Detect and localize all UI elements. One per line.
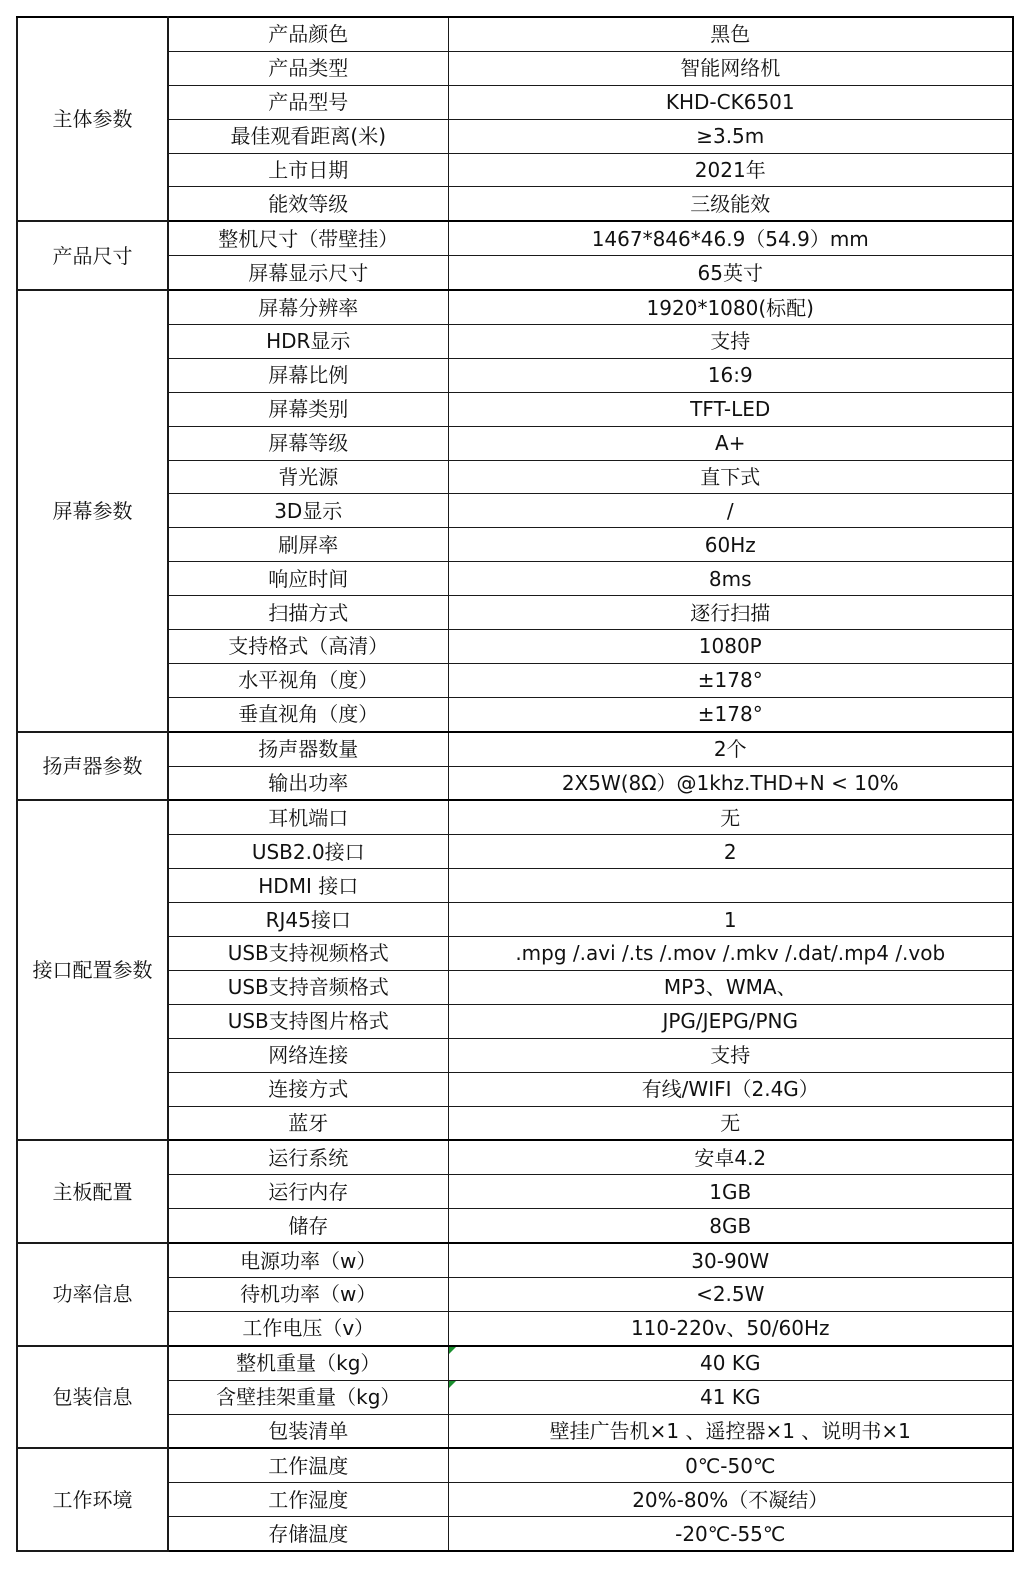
- table-row: [17, 732, 1013, 766]
- table-row: [17, 1243, 1013, 1277]
- value-cell: KHD-CK6501: [448, 85, 1013, 119]
- table-row: [17, 1448, 1013, 1482]
- param-cell: 储存: [168, 1209, 448, 1243]
- value-cell: 安卓4.2: [448, 1140, 1013, 1174]
- category-cell: 主体参数: [17, 17, 168, 221]
- category-cell: 工作环境: [17, 1448, 168, 1551]
- category-cell: 扬声器参数: [17, 732, 168, 801]
- param-cell: 蓝牙: [168, 1106, 448, 1140]
- param-cell: USB支持图片格式: [168, 1004, 448, 1038]
- value-cell: 支持: [448, 1038, 1013, 1072]
- param-cell: 屏幕分辨率: [168, 290, 448, 324]
- value-cell: <2.5W: [448, 1277, 1013, 1311]
- param-cell: USB支持音频格式: [168, 970, 448, 1004]
- param-cell: USB支持视频格式: [168, 937, 448, 971]
- param-cell: RJ45接口: [168, 903, 448, 937]
- category-cell: 主板配置: [17, 1140, 168, 1243]
- value-cell: 65英寸: [448, 256, 1013, 290]
- param-cell: 耳机端口: [168, 800, 448, 834]
- value-cell: 30-90W: [448, 1243, 1013, 1277]
- value-cell: 有线/WIFI（2.4G）: [448, 1072, 1013, 1106]
- category-cell: 产品尺寸: [17, 221, 168, 290]
- param-cell: 运行系统: [168, 1140, 448, 1174]
- value-cell: 黑色: [448, 17, 1013, 51]
- param-cell: 垂直视角（度）: [168, 697, 448, 731]
- value-cell: 2X5W(8Ω）@1khz.THD+N < 10%: [448, 766, 1013, 800]
- table-row: [17, 800, 1013, 834]
- param-cell: 工作温度: [168, 1448, 448, 1482]
- param-cell: 刷屏率: [168, 528, 448, 562]
- value-cell: ≥3.5m: [448, 119, 1013, 153]
- value-cell: .mpg /.avi /.ts /.mov /.mkv /.dat/.mp4 /.vob: [448, 937, 1013, 971]
- param-cell: 水平视角（度）: [168, 663, 448, 697]
- param-cell: 整机重量（kg）: [168, 1346, 448, 1380]
- param-cell: 能效等级: [168, 187, 448, 221]
- value-cell: 110-220v、50/60Hz: [448, 1311, 1013, 1345]
- value-cell: /: [448, 494, 1013, 528]
- param-cell: 屏幕类别: [168, 392, 448, 426]
- param-cell: 工作湿度: [168, 1483, 448, 1517]
- param-cell: 扫描方式: [168, 596, 448, 630]
- param-cell: 整机尺寸（带壁挂）: [168, 221, 448, 255]
- value-cell: [448, 869, 1013, 903]
- value-cell: 逐行扫描: [448, 596, 1013, 630]
- value-cell: ±178°: [448, 663, 1013, 697]
- value-cell: 2: [448, 835, 1013, 869]
- value-cell: ±178°: [448, 697, 1013, 731]
- param-cell: 屏幕比例: [168, 358, 448, 392]
- param-cell: 网络连接: [168, 1038, 448, 1072]
- value-cell: 60Hz: [448, 528, 1013, 562]
- param-cell: 包装清单: [168, 1414, 448, 1448]
- param-cell: 含壁挂架重量（kg）: [168, 1380, 448, 1414]
- param-cell: USB2.0接口: [168, 835, 448, 869]
- value-cell: 8GB: [448, 1209, 1013, 1243]
- param-cell: 待机功率（w）: [168, 1277, 448, 1311]
- value-cell: 1920*1080(标配): [448, 290, 1013, 324]
- value-cell: 智能网络机: [448, 51, 1013, 85]
- param-cell: HDMI 接口: [168, 869, 448, 903]
- value-cell: 1GB: [448, 1175, 1013, 1209]
- param-cell: 连接方式: [168, 1072, 448, 1106]
- spec-table-body: [17, 17, 1013, 1551]
- value-cell: 2个: [448, 732, 1013, 766]
- value-cell: 40 KG: [448, 1346, 1013, 1380]
- param-cell: 屏幕显示尺寸: [168, 256, 448, 290]
- value-cell: 16:9: [448, 358, 1013, 392]
- table-row: [17, 17, 1013, 51]
- value-cell: 1080P: [448, 630, 1013, 664]
- value-cell: 0℃-50℃: [448, 1448, 1013, 1482]
- value-cell: 三级能效: [448, 187, 1013, 221]
- category-cell: 屏幕参数: [17, 290, 168, 732]
- value-cell: 1: [448, 903, 1013, 937]
- value-cell: 无: [448, 1106, 1013, 1140]
- value-cell: 20%-80%（不凝结）: [448, 1483, 1013, 1517]
- param-cell: 运行内存: [168, 1175, 448, 1209]
- param-cell: 3D显示: [168, 494, 448, 528]
- value-cell: 支持: [448, 325, 1013, 359]
- value-cell: 8ms: [448, 562, 1013, 596]
- value-cell: JPG/JEPG/PNG: [448, 1004, 1013, 1038]
- param-cell: 工作电压（v）: [168, 1311, 448, 1345]
- param-cell: 背光源: [168, 460, 448, 494]
- param-cell: 上市日期: [168, 153, 448, 187]
- value-cell: MP3、WMA、: [448, 970, 1013, 1004]
- value-cell: 41 KG: [448, 1380, 1013, 1414]
- category-cell: 包装信息: [17, 1346, 168, 1449]
- value-cell: TFT-LED: [448, 392, 1013, 426]
- category-cell: 接口配置参数: [17, 800, 168, 1140]
- param-cell: 支持格式（高清）: [168, 630, 448, 664]
- param-cell: 产品类型: [168, 51, 448, 85]
- param-cell: 存储温度: [168, 1517, 448, 1551]
- table-row: [17, 221, 1013, 255]
- value-cell: 1467*846*46.9（54.9）mm: [448, 221, 1013, 255]
- value-cell: 壁挂广告机×1 、遥控器×1 、说明书×1: [448, 1414, 1013, 1448]
- value-cell: 无: [448, 800, 1013, 834]
- param-cell: 电源功率（w）: [168, 1243, 448, 1277]
- table-row: [17, 1140, 1013, 1174]
- param-cell: 响应时间: [168, 562, 448, 596]
- category-cell: 功率信息: [17, 1243, 168, 1346]
- param-cell: 扬声器数量: [168, 732, 448, 766]
- param-cell: 最佳观看距离(米): [168, 119, 448, 153]
- param-cell: 产品颜色: [168, 17, 448, 51]
- value-cell: 直下式: [448, 460, 1013, 494]
- table-row: [17, 1346, 1013, 1380]
- param-cell: 屏幕等级: [168, 426, 448, 460]
- value-cell: 2021年: [448, 153, 1013, 187]
- value-cell: -20℃-55℃: [448, 1517, 1013, 1551]
- table-row: [17, 290, 1013, 324]
- param-cell: HDR显示: [168, 325, 448, 359]
- param-cell: 输出功率: [168, 766, 448, 800]
- param-cell: 产品型号: [168, 85, 448, 119]
- spec-table: [16, 16, 1014, 1552]
- value-cell: A+: [448, 426, 1013, 460]
